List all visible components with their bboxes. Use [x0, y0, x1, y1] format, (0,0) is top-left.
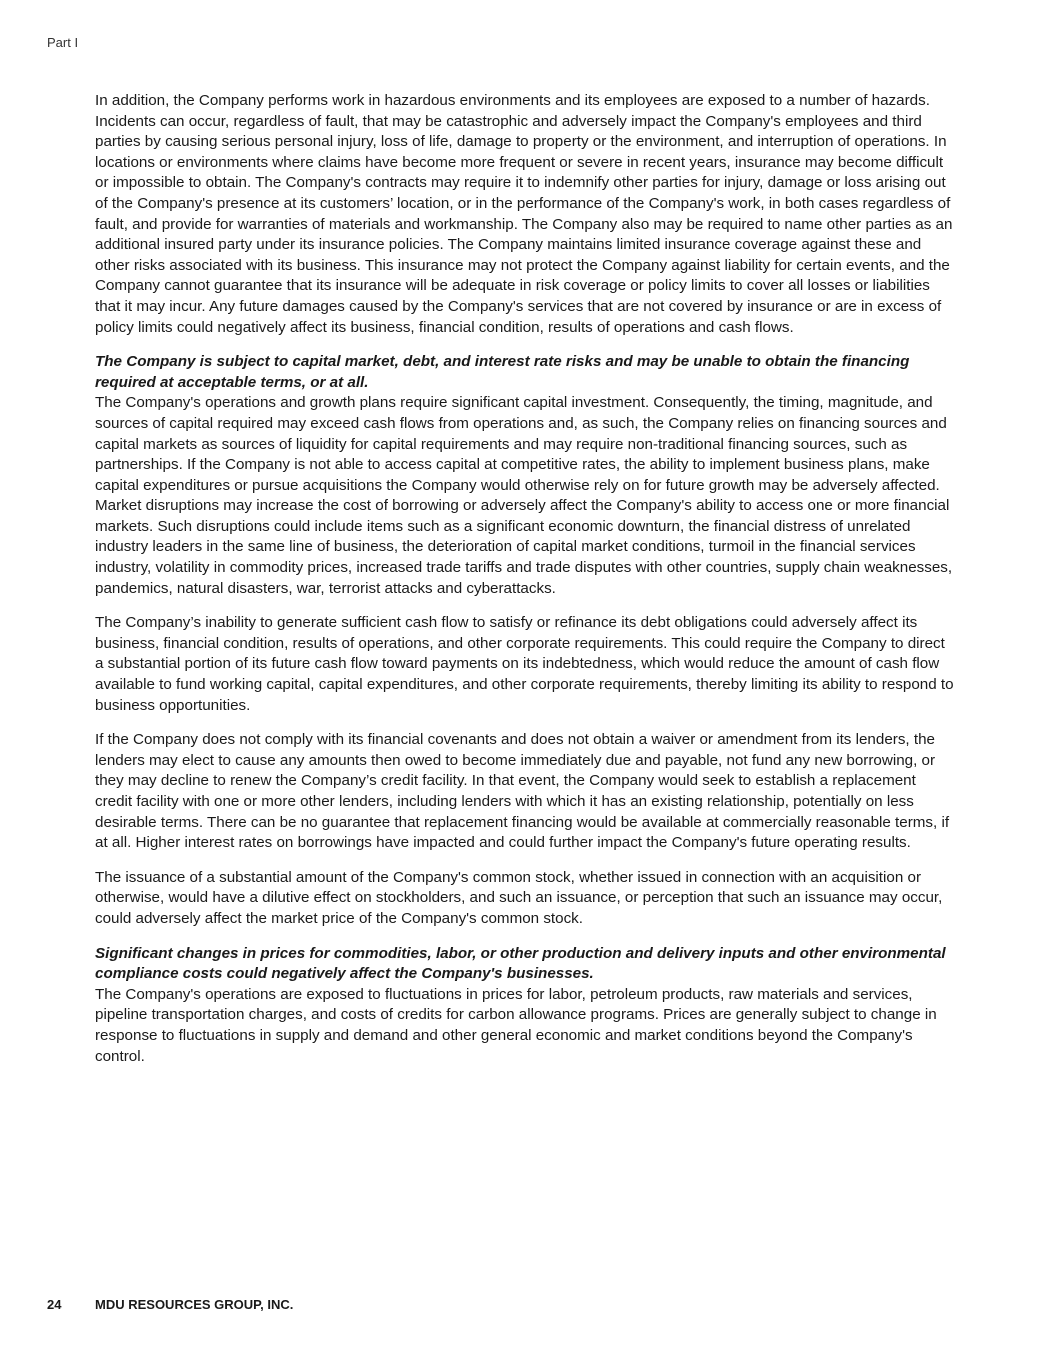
section-commodity-prices: [95, 944, 957, 1068]
page-number: 24: [47, 1297, 62, 1312]
section-heading-commodity-prices: Significant changes in prices for commodities, labor, or other production and delivery inputs and other environmental compliance costs could negatively affect the Company's businesses.: [95, 944, 946, 983]
paragraph-cash-flow-debt: The Company’s inability to generate sufficient cash flow to satisfy or refinance its debt obligations could adversely affect its business, financial condition, results of operations, and other corporate requirements. This could require the Company to direct a substantial portion of its future cash flow toward payments on its indebtedness, which would reduce the amount of cash flow available to fund working capital, capital expenditures, and other corporate requirements, thereby limiting its ability to respond to business opportunities.: [95, 614, 954, 714]
paragraph-price-fluctuations: The Company's operations are exposed to fluctuations in prices for labor, petroleum products, raw materials and services, pipeline transportation charges, and costs of credits for carbon allowance programs. Prices are generally subject to change in response to fluctuations in supply and demand and other general economic and market conditions beyond the Company's control.: [95, 985, 937, 1065]
paragraph-common-stock-issuance: The issuance of a substantial amount of the Company's common stock, whether issued in connection with an acquisition or otherwise, would have a dilutive effect on stockholders, and such an issuance, or perception that such an issuance may occur, could adversely affect the market price of the Company's common stock.: [95, 868, 943, 927]
document-body: [95, 91, 957, 1081]
paragraph-financial-covenants: If the Company does not comply with its financial covenants and does not obtain a waiver or amendment from its lenders, the lenders may elect to cause any amounts then owed to become immediately due and payable, not fund any new borrowing, or they may decline to renew the Company’s credit facility. In that event, the Company would seek to establish a replacement credit facility with one or more other lenders, including lenders with which it has an existing relationship, potentially on less desirable terms. There can be no guarantee that replacement financing would be available at commercially reasonable terms, if at all. Higher interest rates on borrowings have impacted and could further impact the Company's future operating results.: [95, 731, 950, 852]
company-name: MDU RESOURCES GROUP, INC.: [95, 1297, 294, 1312]
page-footer: [47, 1297, 293, 1312]
paragraph-capital-investment: The Company's operations and growth plans require significant capital investment. Consequently, the timing, magnitude, and sources of capital required may exceed cash flows from operations and, as such, the Company relies on financing sources and capital markets as sources of liquidity for capital requirements and may require non-traditional financing sources, such as partnerships. If the Company is not able to access capital at competitive rates, the ability to implement business plans, make capital expenditures or pursue acquisitions the Company would otherwise rely on for future growth may be adversely affected. Market disruptions may increase the cost of borrowing or adversely affect the Company's ability to access one or more financial markets. Such disruptions could include items such as a significant economic downturn, the financial distress of unrelated industry leaders in the same line of business, the deterioration of capital market conditions, turmoil in the financial services industry, volatility in commodity prices, increased trade tariffs and trade disputes with other countries, supply chain weaknesses, pandemics, natural disasters, war, terrorist attacks and cyberattacks.: [95, 394, 953, 597]
part-label: Part I: [47, 35, 79, 50]
paragraph-hazardous-environments: In addition, the Company performs work in hazardous environments and its employees are exposed to a number of hazards. Incidents can occur, regardless of fault, that may be catastrophic and adversely impact the Company's employees and third parties by causing serious personal injury, loss of life, damage to property or the environment, and interruption of operations. In locations or environments where claims have become more frequent or severe in recent years, insurance may become difficult or impossible to obtain. The Company's contracts may require it to indemnify other parties for injury, damage or loss arising out of the Company's presence at its customers’ location, or in the performance of the Company's work, in both cases regardless of fault, and provide for warranties of materials and workmanship. The Company also may be required to name other parties as an additional insured party under its insurance policies. The Company maintains limited insurance coverage against these and other risks associated with its business. This insurance may not protect the Company against liability for certain events, and the Company cannot guarantee that its insurance will be adequate in risk coverage or policy limits to cover all losses or liabilities that it may incur. Any future damages caused by the Company's services that are not covered by insurance or are in excess of policy limits could negatively affect its business, financial condition, results of operations and cash flows.: [95, 92, 953, 336]
section-capital-market-risks: [95, 352, 957, 599]
section-heading-capital-market: The Company is subject to capital market, debt, and interest rate risks and may be unable to obtain the financing required at acceptable terms, or at all.: [95, 353, 910, 391]
